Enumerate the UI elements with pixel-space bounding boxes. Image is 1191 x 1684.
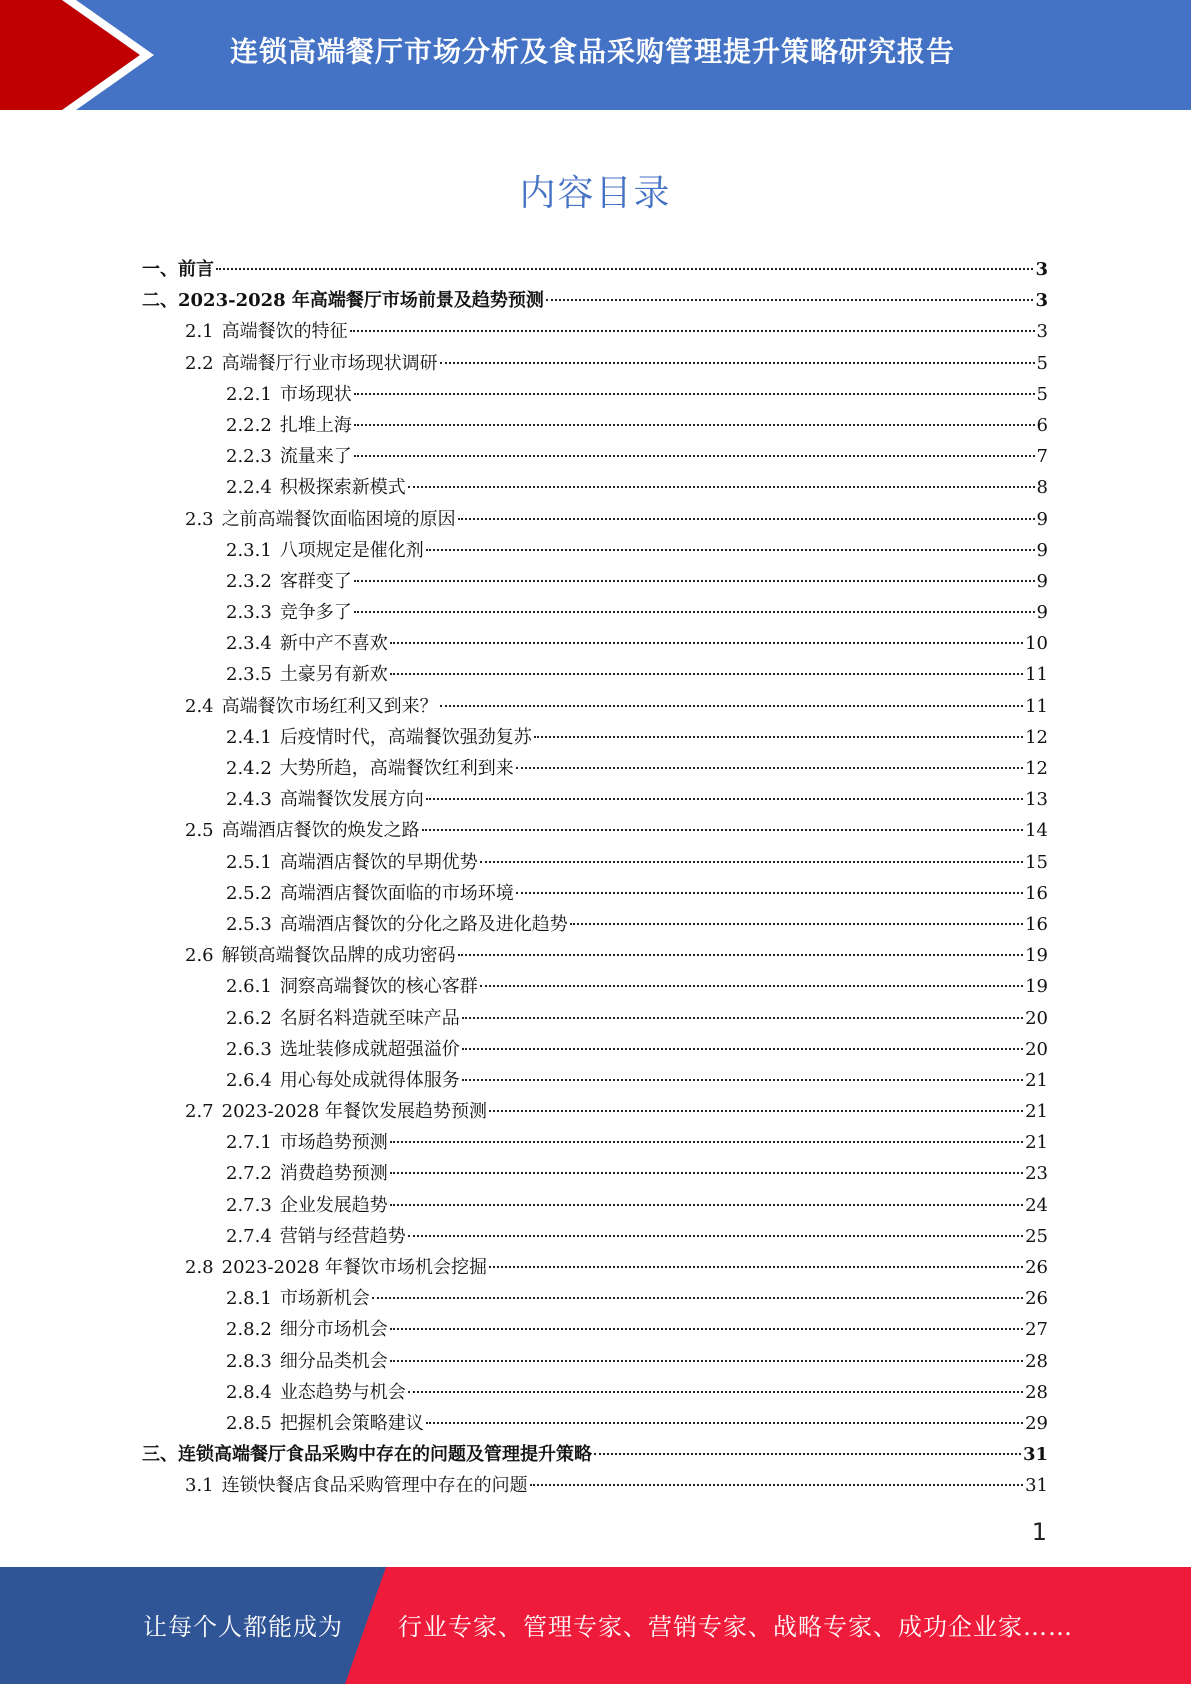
toc-entry-page: 9 — [1036, 539, 1048, 561]
toc-entry[interactable] — [142, 254, 1048, 285]
toc-entry-number: 2.8.2 — [226, 1319, 272, 1341]
toc-entry-title: 前言 — [178, 259, 214, 280]
toc-entry-page: 7 — [1036, 446, 1048, 468]
toc-entry-number: 3.1 — [185, 1475, 214, 1497]
toc-entry-page: 10 — [1025, 633, 1048, 655]
toc-entry-number: 2.5 — [185, 820, 214, 842]
toc-entry-title: 竞争多了 — [279, 602, 352, 624]
toc-entry-page: 15 — [1025, 851, 1048, 873]
toc-dot-leader — [530, 1484, 1023, 1486]
toc-entry-page: 19 — [1025, 976, 1048, 998]
toc-dot-leader — [408, 1391, 1023, 1393]
toc-dot-leader — [390, 1204, 1023, 1206]
toc-entry[interactable] — [142, 1096, 1048, 1127]
toc-entry-number: 2.6.4 — [226, 1069, 272, 1091]
toc-entry-number: 一、 — [142, 259, 178, 280]
toc-dot-leader — [594, 1453, 1021, 1455]
footer-band — [0, 1567, 1191, 1684]
toc-entry-number: 2.4.2 — [226, 758, 272, 779]
toc-entry-number: 2.2.3 — [226, 446, 272, 468]
toc-entry[interactable] — [142, 909, 1048, 940]
toc-entry-number: 2.2.2 — [226, 414, 272, 436]
toc-entry[interactable] — [142, 815, 1048, 846]
toc-entry[interactable] — [142, 1158, 1048, 1189]
table-of-contents — [142, 254, 1048, 1502]
toc-entry-number: 2.8 — [185, 1257, 214, 1278]
toc-dot-leader — [426, 1422, 1023, 1424]
toc-entry-number: 2.8.3 — [226, 1350, 272, 1372]
toc-entry-page: 28 — [1025, 1381, 1048, 1403]
page-number: 1 — [1031, 1518, 1047, 1546]
toc-entry[interactable] — [142, 316, 1048, 347]
toc-entry-title: 解锁高端餐饮品牌的成功密码 — [221, 945, 456, 967]
toc-dot-leader — [458, 954, 1023, 956]
toc-entry[interactable] — [142, 285, 1048, 316]
toc-entry-number: 2.8.4 — [226, 1381, 272, 1403]
toc-entry-title: 洞察高端餐饮的核心客群 — [279, 976, 478, 998]
toc-entry-page: 6 — [1036, 414, 1048, 436]
toc-dot-leader — [390, 1328, 1023, 1330]
toc-dot-leader — [350, 330, 1035, 332]
toc-entry-title: 扎堆上海 — [279, 414, 352, 436]
footer-slogan-left: 让每个人都能成为 — [143, 1613, 343, 1641]
toc-entry-number: 2.1 — [185, 321, 214, 343]
toc-entry-page: 16 — [1025, 882, 1048, 904]
toc-entry[interactable] — [142, 1470, 1048, 1501]
toc-entry-title: 2023-2028 年高端餐厅市场前景及趋势预测 — [178, 290, 544, 312]
report-title: 连锁高端餐厅市场分析及食品采购管理提升策略研究报告 — [230, 35, 956, 68]
toc-dot-leader — [408, 1235, 1023, 1237]
toc-entry-title: 市场现状 — [279, 383, 352, 405]
toc-entry[interactable] — [142, 722, 1048, 753]
toc-entry-title: 用心每处成就得体服务 — [279, 1069, 460, 1091]
toc-dot-leader — [489, 1110, 1023, 1112]
toc-entry[interactable] — [142, 1003, 1048, 1034]
toc-entry-number: 2.4.1 — [226, 726, 272, 748]
toc-entry[interactable] — [142, 659, 1048, 690]
toc-entry[interactable] — [142, 1439, 1048, 1470]
toc-entry[interactable] — [142, 504, 1048, 535]
toc-entry-number: 2.2 — [185, 352, 214, 374]
toc-entry-page: 16 — [1025, 913, 1048, 935]
toc-entry-title: 流量来了 — [279, 446, 352, 468]
toc-dot-leader — [546, 299, 1034, 301]
toc-entry-title: 积极探索新模式 — [279, 477, 406, 499]
toc-entry-page: 9 — [1036, 508, 1048, 530]
toc-entry-title: 营销与经营趋势 — [279, 1225, 406, 1247]
toc-entry-title: 高端餐厅行业市场现状调研 — [221, 352, 438, 374]
toc-entry-number: 2.3.5 — [226, 664, 272, 686]
toc-entry-number: 2.6.3 — [226, 1038, 272, 1060]
toc-entry-page: 5 — [1036, 383, 1048, 405]
toc-entry-title: 八项规定是催化剂 — [279, 539, 424, 561]
toc-entry-number: 2.6 — [185, 945, 214, 967]
toc-dot-leader — [440, 705, 1023, 707]
toc-entry-page: 9 — [1036, 570, 1048, 592]
toc-entry-page: 26 — [1025, 1288, 1048, 1310]
toc-entry[interactable] — [142, 566, 1048, 597]
toc-dot-leader — [354, 424, 1035, 426]
toc-dot-leader — [516, 892, 1023, 894]
chevron-arrow-icon — [0, 0, 160, 110]
toc-entry-page: 9 — [1036, 602, 1048, 624]
toc-entry-page: 12 — [1025, 758, 1048, 779]
toc-entry-title: 选址装修成就超强溢价 — [279, 1038, 460, 1060]
toc-dot-leader — [354, 455, 1035, 457]
toc-entry-title: 后疫情时代，高端餐饮强劲复苏 — [279, 726, 532, 748]
toc-entry-page: 24 — [1025, 1194, 1048, 1216]
toc-dot-leader — [440, 362, 1035, 364]
toc-entry[interactable] — [142, 1127, 1048, 1158]
toc-entry-title: 高端酒店餐饮的焕发之路 — [221, 820, 420, 842]
toc-entry-page: 5 — [1036, 352, 1048, 374]
toc-entry-number: 2.7 — [185, 1101, 214, 1123]
toc-entry-number: 2.4.3 — [226, 789, 272, 811]
toc-entry-title: 2023-2028 年餐饮发展趋势预测 — [221, 1101, 488, 1123]
toc-entry-number: 二、 — [142, 290, 178, 312]
toc-entry-page: 3 — [1035, 290, 1048, 312]
toc-entry[interactable] — [142, 1221, 1048, 1252]
toc-entry-title: 细分市场机会 — [279, 1319, 388, 1341]
toc-entry-title: 把握机会策略建议 — [279, 1412, 424, 1434]
toc-dot-leader — [354, 611, 1035, 613]
toc-entry-number: 2.5.3 — [226, 913, 272, 935]
toc-entry-title: 高端餐饮市场红利又到来？ — [221, 695, 438, 717]
toc-entry-number: 2.7.4 — [226, 1225, 272, 1247]
toc-entry-number: 2.5.2 — [226, 882, 272, 904]
toc-entry[interactable] — [142, 379, 1048, 410]
toc-dot-leader — [422, 829, 1023, 831]
toc-entry-title: 大势所趋，高端餐饮红利到来 — [279, 758, 514, 779]
toc-entry[interactable] — [142, 348, 1048, 379]
toc-dot-leader — [354, 393, 1035, 395]
toc-dot-leader — [390, 1360, 1023, 1362]
toc-entry-page: 11 — [1025, 695, 1048, 717]
toc-entry-number: 2.4 — [185, 695, 214, 717]
toc-dot-leader — [426, 549, 1035, 551]
toc-dot-leader — [372, 1297, 1023, 1299]
toc-entry[interactable] — [142, 1190, 1048, 1221]
toc-entry-number: 2.5.1 — [226, 851, 272, 873]
toc-entry-title: 之前高端餐饮面临困境的原因 — [221, 508, 456, 530]
toc-entry[interactable] — [142, 784, 1048, 815]
toc-entry[interactable] — [142, 410, 1048, 441]
toc-dot-leader — [408, 486, 1035, 488]
toc-entry-number: 2.3.4 — [226, 633, 272, 655]
toc-entry-page: 13 — [1025, 789, 1048, 811]
toc-entry-page: 19 — [1025, 945, 1048, 967]
toc-entry[interactable] — [142, 847, 1048, 878]
toc-dot-leader — [489, 1266, 1023, 1268]
toc-entry[interactable] — [142, 535, 1048, 566]
toc-dot-leader — [354, 580, 1035, 582]
toc-dot-leader — [480, 985, 1023, 987]
toc-entry-page: 31 — [1025, 1475, 1048, 1497]
toc-entry-number: 2.7.1 — [226, 1132, 272, 1154]
toc-dot-leader — [216, 268, 1033, 270]
toc-entry[interactable] — [142, 472, 1048, 503]
toc-dot-leader — [462, 1048, 1023, 1050]
toc-entry-title: 企业发展趋势 — [279, 1194, 388, 1216]
toc-dot-leader — [390, 1172, 1023, 1174]
toc-entry-title: 客群变了 — [279, 570, 352, 592]
toc-entry-title: 2023-2028 年餐饮市场机会挖掘 — [221, 1257, 488, 1278]
toc-entry[interactable] — [142, 597, 1048, 628]
toc-entry-page: 21 — [1025, 1132, 1048, 1154]
toc-dot-leader — [426, 798, 1023, 800]
toc-entry[interactable] — [142, 1034, 1048, 1065]
toc-entry[interactable] — [142, 753, 1048, 784]
toc-entry-title: 消费趋势预测 — [279, 1163, 388, 1185]
toc-entry-number: 2.6.2 — [226, 1007, 272, 1029]
toc-entry-page: 20 — [1025, 1007, 1048, 1029]
toc-entry-page: 29 — [1025, 1412, 1048, 1434]
toc-entry-page: 26 — [1025, 1257, 1048, 1278]
toc-entry-number: 2.3.3 — [226, 602, 272, 624]
toc-entry-number: 2.2.4 — [226, 477, 272, 499]
toc-entry-page: 12 — [1025, 726, 1048, 748]
toc-entry-page: 27 — [1025, 1319, 1048, 1341]
toc-entry[interactable] — [142, 1283, 1048, 1314]
toc-dot-leader — [516, 767, 1023, 769]
toc-dot-leader — [462, 1079, 1023, 1081]
toc-dot-leader — [534, 736, 1023, 738]
toc-entry-title: 高端餐饮发展方向 — [279, 789, 424, 811]
toc-entry-page: 11 — [1025, 664, 1048, 686]
toc-dot-leader — [570, 923, 1023, 925]
toc-entry[interactable] — [142, 691, 1048, 722]
toc-entry-number: 2.3 — [185, 508, 214, 530]
toc-dot-leader — [480, 861, 1023, 863]
toc-entry-page: 8 — [1036, 477, 1048, 499]
toc-entry-title: 细分品类机会 — [279, 1350, 388, 1372]
toc-entry-number: 2.8.5 — [226, 1412, 272, 1434]
toc-entry-title: 新中产不喜欢 — [279, 633, 388, 655]
toc-entry[interactable] — [142, 1408, 1048, 1439]
toc-entry[interactable] — [142, 1314, 1048, 1345]
toc-entry[interactable] — [142, 940, 1048, 971]
toc-entry-number: 2.3.1 — [226, 539, 272, 561]
toc-dot-leader — [390, 1141, 1023, 1143]
toc-entry-title: 高端餐饮的特征 — [221, 321, 348, 343]
toc-entry-page: 25 — [1025, 1225, 1048, 1247]
toc-dot-leader — [390, 673, 1023, 675]
toc-entry[interactable] — [142, 971, 1048, 1002]
toc-entry-title: 高端酒店餐饮的早期优势 — [279, 851, 478, 873]
toc-entry-number: 2.7.2 — [226, 1163, 272, 1185]
toc-entry-page: 28 — [1025, 1350, 1048, 1372]
toc-entry-page: 3 — [1036, 321, 1048, 343]
toc-dot-leader — [390, 642, 1023, 644]
toc-entry-page: 3 — [1035, 259, 1048, 280]
toc-entry-title: 连锁高端餐厅食品采购中存在的问题及管理提升策略 — [178, 1444, 592, 1466]
header-band — [0, 0, 1191, 110]
toc-entry-number: 2.7.3 — [226, 1194, 272, 1216]
toc-entry-number: 2.8.1 — [226, 1288, 272, 1310]
toc-entry-title: 土豪另有新欢 — [279, 664, 388, 686]
toc-entry[interactable] — [142, 1252, 1048, 1283]
toc-entry-number: 2.3.2 — [226, 570, 272, 592]
toc-entry-page: 31 — [1022, 1444, 1048, 1466]
toc-entry-title: 高端酒店餐饮面临的市场环境 — [279, 882, 514, 904]
toc-entry-title: 连锁快餐店食品采购管理中存在的问题 — [221, 1475, 528, 1497]
toc-entry-page: 20 — [1025, 1038, 1048, 1060]
toc-entry[interactable] — [142, 628, 1048, 659]
toc-entry-page: 21 — [1025, 1101, 1048, 1123]
toc-entry-title: 市场趋势预测 — [279, 1132, 388, 1154]
toc-entry[interactable] — [142, 1377, 1048, 1408]
toc-entry-title: 高端酒店餐饮的分化之路及进化趋势 — [279, 913, 568, 935]
toc-entry-title: 市场新机会 — [279, 1288, 370, 1310]
toc-title: 内容目录 — [519, 173, 672, 214]
toc-dot-leader — [462, 1017, 1023, 1019]
toc-entry[interactable] — [142, 1346, 1048, 1377]
toc-entry-page: 23 — [1025, 1163, 1048, 1185]
toc-entry-title: 业态趋势与机会 — [279, 1381, 406, 1403]
toc-entry[interactable] — [142, 441, 1048, 472]
toc-dot-leader — [458, 518, 1035, 520]
toc-entry-number: 2.2.1 — [226, 383, 272, 405]
toc-entry[interactable] — [142, 878, 1048, 909]
footer-slogan-right: 行业专家、管理专家、营销专家、战略专家、成功企业家…… — [398, 1613, 1073, 1641]
toc-entry-title: 名厨名料造就至味产品 — [279, 1007, 460, 1029]
toc-entry[interactable] — [142, 1065, 1048, 1096]
toc-entry-page: 14 — [1025, 820, 1048, 842]
toc-entry-number: 2.6.1 — [226, 976, 272, 998]
toc-entry-number: 三、 — [142, 1444, 178, 1466]
toc-entry-page: 21 — [1025, 1069, 1048, 1091]
